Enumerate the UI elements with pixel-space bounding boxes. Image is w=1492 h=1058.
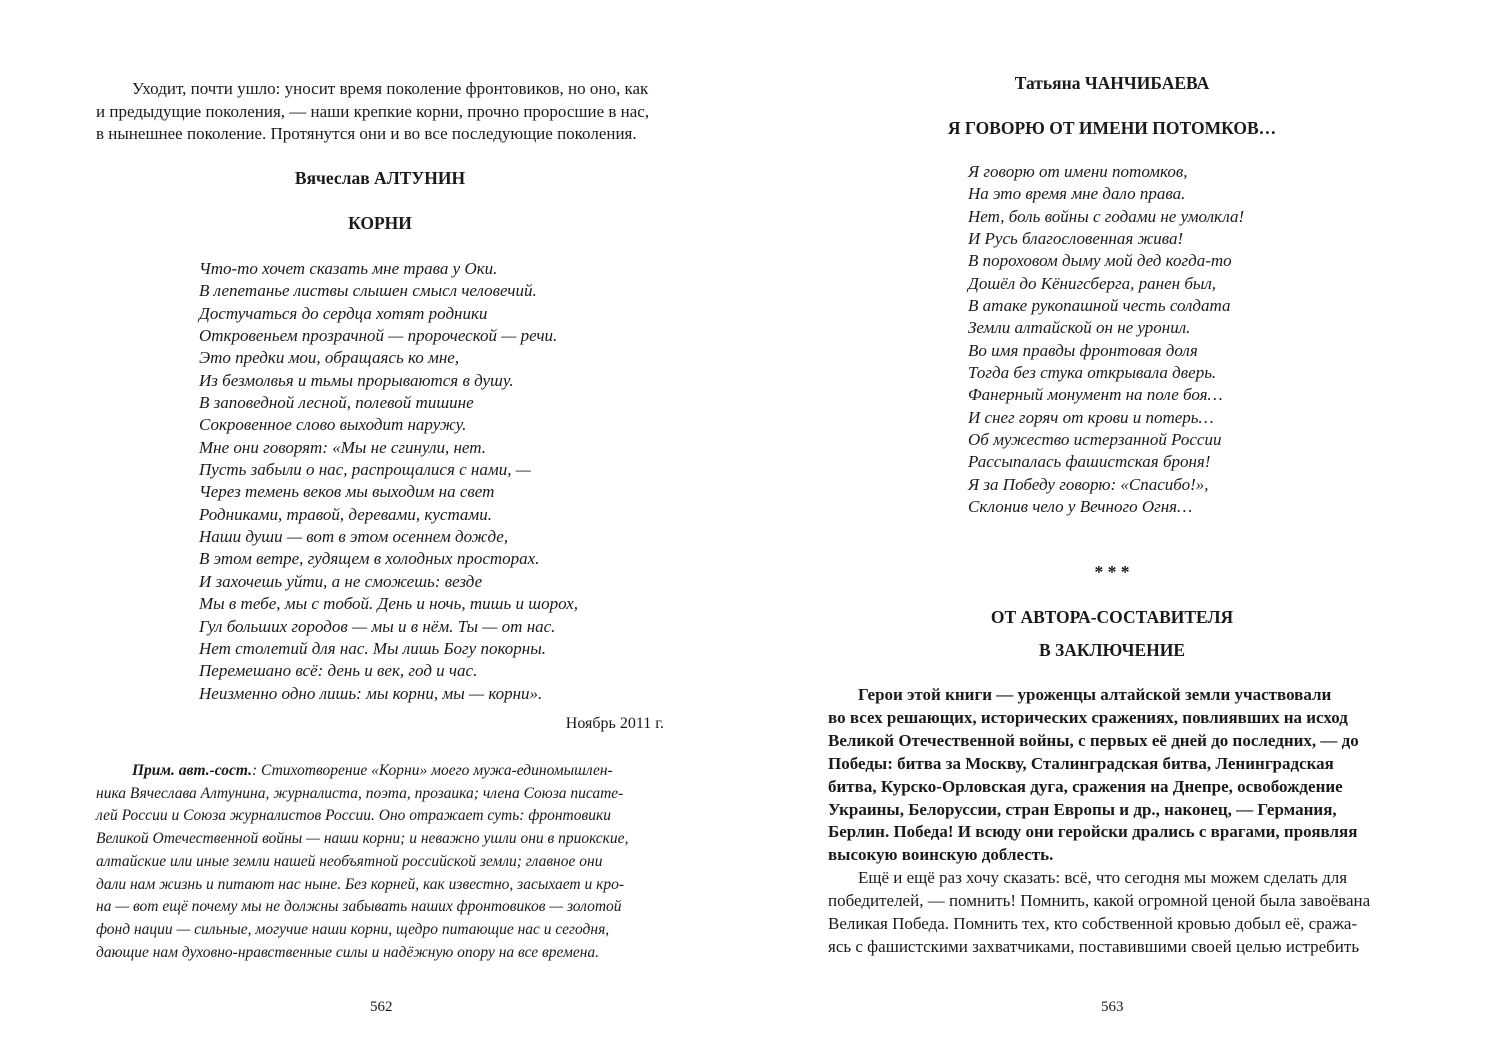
closing-line: во всех решающих, исторических сражениях, повлиявших на исход [828,707,1348,727]
poem-line: Что-то хочет сказать мне трава у Оки. [199,259,498,278]
closing-line: ясь с фашистскими захватчиками, поставившими своей целью истребить [828,936,1360,956]
closing-line: Герои этой книги — уроженцы алтайской земли участвовали [858,685,1332,704]
intro-paragraph [96,78,664,146]
poem-line: Через темень веков мы выходим на свет [199,482,495,502]
poem-line: В атаке рукопашной честь солдата [968,296,1231,316]
poem-author: Вячеслав АЛТУНИН [294,168,466,188]
poem-line: Я за Победу говорю: «Спасибо!», [968,474,1209,494]
intro-line: и предыдущие поколения, — наши крепкие корни, прочно проросшие в нас, [96,101,650,121]
poem-line: В этом ветре, гудящем в холодных просторах. [199,549,540,569]
poem-body [968,161,1244,519]
poem-line: И Русь благословенная жива! [968,229,1184,249]
poem-line: Неизменно одно лишь: мы корни, мы — корни». [199,683,543,703]
note-line: ника Вячеслава Алтунина, журналиста, поэта, прозаика; члена Союза писате- [96,784,624,802]
poem-line: Земли алтайской он не уронил. [968,318,1191,338]
page-number: 563 [1101,999,1124,1015]
poem-author: Татьяна ЧАНЧИБАЕВА [1014,73,1210,93]
closing-line: высокую воинскую доблесть. [828,845,1054,865]
poem-line: Склонив чело у Вечного Огня… [968,497,1193,517]
note-line: : Стихотворение «Корни» моего мужа-единомышлен- [252,762,613,779]
section-title: ОТ АВТОРА-СОСТАВИТЕЛЯ [990,607,1234,627]
poem-line: Гул больших городов — мы и в нём. Ты — от нас. [199,616,556,636]
poem-line: На это время мне дало права. [968,184,1186,204]
intro-line: в нынешнее поколение. Протянутся они и во все последующие поколения. [96,124,637,143]
poem-line: Фанерный монумент на поле боя… [968,385,1223,405]
poem-line: Откровеньем прозрачной — пророческой — речи. [199,326,558,346]
poem-line: Родниками, травой, деревами, кустами. [199,504,493,524]
closing-line: Великой Отечественной войны, с первых её дней до последних, — до [828,730,1359,750]
poem-line: И захочешь уйти, а не сможешь: везде [199,571,483,591]
poem-line: Я говорю от имени потомков, [968,162,1188,181]
page-number: 562 [370,999,393,1015]
note-line: лей России и Союза журналистов России. Оно отражает суть: фронтовики [96,807,611,825]
note-line: дающие нам духовно-нравственные силы и надёжную опору на все времена. [96,943,600,961]
poem-body [199,258,578,705]
poem-line: Из безмолвья и тьмы прорываются в душу. [199,370,514,390]
right-page [746,0,1492,1058]
poem-line: В пороховом дыму мой дед когда-то [968,251,1232,271]
poem-line: Рассыпалась фашистская броня! [968,452,1211,472]
closing-line: Великая Победа. Помнить тех, кто собственной кровью добыл её, сража- [828,914,1358,934]
poem-line: Во имя правды фронтовая доля [968,340,1198,360]
note-line: Великой Отечественной войны — наши корни; и неважно ушли они в приокские, [96,830,629,848]
note-label: Прим. авт.-сост. [132,762,252,779]
poem-line: Нет столетий для нас. Мы лишь Богу покорны. [199,638,546,658]
closing-line: Ещё и ещё раз хочу сказать: всё, что сегодня мы можем сделать для [858,868,1348,888]
section-subtitle: В ЗАКЛЮЧЕНИЕ [1038,640,1186,660]
note-line: фонд нации — сильные, могучие наши корни, щедро питающие нас и сегодня, [96,920,610,938]
poem-title: Я ГОВОРЮ ОТ ИМЕНИ ПОТОМКОВ… [947,118,1277,138]
closing-text [828,684,1396,959]
poem-line: В заповедной лесной, полевой тишине [199,393,474,413]
note-line: на — вот ещё почему мы не должны забывать наших фронтовиков — золотой [96,898,622,916]
closing-line: битва, Курско-Орловская дуга, сражения на Днепре, освобождение [828,776,1343,796]
poem-line: Наши души — вот в этом осеннем дожде, [199,527,509,547]
poem-line: Нет, боль войны с годами не умолкла! [968,206,1245,226]
poem-line: Дошёл до Кёнигсберга, ранен был, [968,273,1217,293]
poem-line: Перемешано всё: день и век, год и час. [199,661,478,681]
note-line: дали нам жизнь и питают нас ныне. Без корней, как известно, засыхает и кро- [96,875,625,893]
separator-stars: * * * [1094,562,1130,582]
poem-line: Сокровенное слово выходит наружу. [199,415,467,435]
poem-line: Пусть забыли о нас, распрощалися с нами, — [199,460,531,480]
poem-line: И снег горяч от крови и потерь… [968,407,1214,427]
poem-line: В лепетанье листвы слышен смысл человечий. [199,281,537,301]
poem-line: Мне они говорят: «Мы не сгинули, нет. [199,437,486,457]
poem-title: КОРНИ [348,213,412,233]
closing-line: победителей, — помнить! Помнить, какой огромной ценой была завоёвана [828,891,1371,911]
closing-line: Украины, Белоруссии, стран Европы и др., наконец, — Германия, [828,799,1337,819]
author-note [96,760,664,964]
closing-line: Берлин. Победа! И всюду они геройски дрались с врагами, проявляя [828,822,1358,842]
poem-line: Достучаться до сердца хотят родники [199,303,488,323]
poem-date: Ноябрь 2011 г. [565,715,664,732]
poem-line: Тогда без стука открывала дверь. [968,363,1217,383]
poem-line: Это предки мои, обращаясь ко мне, [199,348,460,368]
poem-line: Мы в тебе, мы с тобой. День и ночь, тишь и шорох, [199,594,579,614]
note-first-line [96,760,664,783]
note-line: алтайские или иные земли нашей необъятной российской земли; главное они [96,852,603,870]
intro-line: Уходит, почти ушло: уносит время поколение фронтовиков, но оно, как [132,79,649,98]
closing-line: Победы: битва за Москву, Сталинградская битва, Ленинградская [828,753,1334,773]
poem-line: Об мужество истерзанной России [968,430,1222,450]
